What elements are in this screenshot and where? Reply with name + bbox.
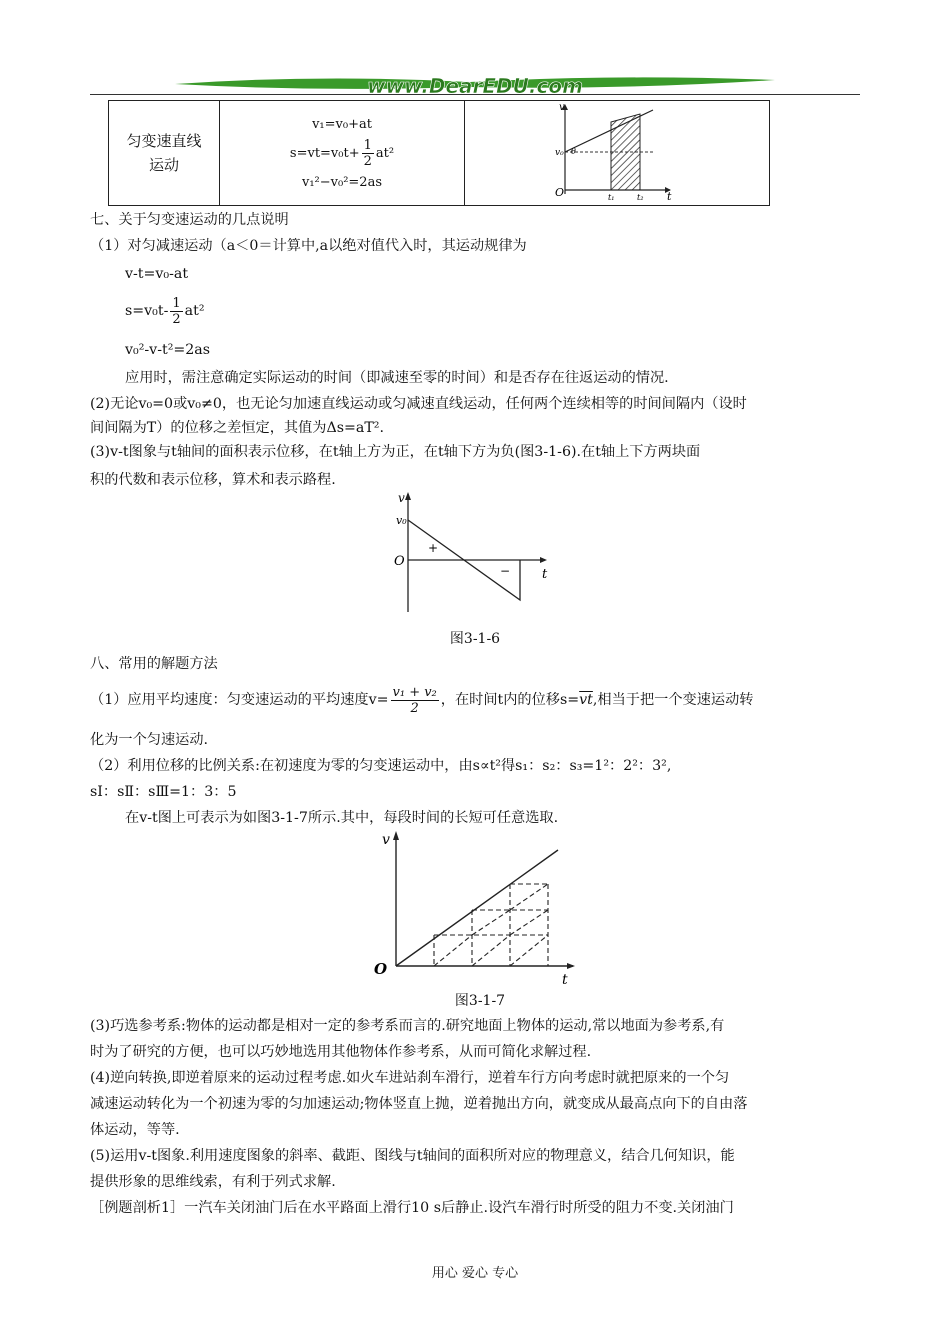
graph-label-theta: θ — [571, 147, 576, 156]
graph-label-v: v — [559, 102, 565, 113]
graph-label-t: t — [667, 190, 672, 203]
section7-p2-l2: 间间隔为T）的位移之差恒定，其值为Δs=aT². — [90, 420, 384, 436]
row-label-line2: 运动 — [148, 156, 179, 174]
formula-displacement-left: s=vt=v₀t+ — [289, 145, 360, 161]
fig6-label-origin: O — [394, 554, 405, 569]
section8-m1-l2: 化为一个匀速运动. — [90, 732, 209, 748]
m1-vt: $\overline{vt}$ — [579, 692, 593, 708]
section7-eq3: v₀²-v-t²=2as — [125, 342, 211, 358]
eq2-left: s=v₀t- — [125, 303, 169, 319]
m1-num: v₁ + v₂ — [392, 684, 437, 700]
figure-3-1-6 — [370, 490, 560, 618]
fig7-caption: 图3-1-7 — [454, 993, 506, 1009]
vt-graph-shaded — [465, 102, 769, 204]
section7-p3-l1: (3)v-t图象与t轴间的面积表示位移，在t轴上方为正，在t轴下方为负(图3-1-6).在t轴上下方两块面 — [90, 444, 701, 460]
fig7-label-origin: O — [374, 960, 388, 978]
header-rule — [90, 94, 860, 95]
fig6-label-minus: − — [500, 564, 511, 578]
row-label-line1: 匀变速直线 — [126, 132, 202, 150]
formula-displacement — [220, 138, 464, 169]
fraction-den: 2 — [363, 153, 372, 169]
shaded-area — [611, 114, 640, 190]
section8-m4-l2: 减速运动转化为一个初速为零的匀加速运动;物体竖直上抛，逆着抛出方向，就变成从最高点向下的自由落 — [90, 1096, 748, 1112]
figure-3-1-7 — [368, 828, 588, 988]
m1-text-b: ，在时间t内的位移s= — [440, 692, 580, 708]
graph-label-v0: v₀ — [555, 148, 564, 158]
section8-m3-l1: (3)巧选参考系:物体的运动都是相对一定的参考系而言的.研究地面上物体的运动,常以地面为参考系,有 — [90, 1018, 725, 1034]
section8-m2-l1: （2）利用位移的比例关系:在初速度为零的匀变速运动中，由s∝t²得s₁：s₂：s₃=1²：2²：3², — [90, 758, 672, 774]
fraction — [362, 138, 374, 169]
fig6-label-v: v — [398, 491, 405, 505]
section8-title: 八、常用的解题方法 — [90, 656, 218, 672]
graph-label-origin: O — [555, 186, 565, 199]
section7-title: 七、关于匀变速运动的几点说明 — [90, 212, 289, 228]
formula-velocity: v₁=v₀+at — [312, 116, 372, 132]
eq2-den: 2 — [172, 311, 181, 327]
fig6-label-plus: + — [428, 541, 439, 555]
graph-label-t1: t₁ — [608, 193, 615, 202]
m1-text-a: （1）应用平均速度：匀变速运动的平均速度v= — [90, 692, 389, 708]
formula-velocity-squared: v₁²−v₀²=2as — [301, 174, 382, 190]
page-footer: 用心 爱心 专心 — [431, 1266, 519, 1281]
formula-table — [108, 100, 770, 206]
section7-eq2 — [125, 292, 205, 330]
fig7-velocity-line — [396, 850, 558, 966]
eq2-right: at² — [184, 303, 205, 319]
section7-p3-l2: 积的代数和表示位移，算术和表示路程. — [90, 472, 336, 488]
header-logo — [170, 70, 780, 102]
section8-m4-l3: 体运动，等等. — [90, 1122, 180, 1138]
section8-m5-l2: 提供形象的思维线索，有利于列式求解. — [90, 1174, 336, 1190]
m1-fraction — [391, 685, 439, 716]
eq2-num: 1 — [172, 295, 181, 311]
row-label — [109, 101, 220, 206]
section8-m2-l3: 在v-t图上可表示为如图3-1-7所示.其中，每段时间的长短可任意选取. — [125, 810, 559, 826]
section8-m2-l2: sⅠ：sⅡ：sⅢ=1：3：5 — [90, 784, 237, 800]
graph-label-t2: t₂ — [637, 193, 644, 202]
eq2-fraction — [170, 296, 182, 327]
section8-m4-l1: (4)逆向转换,即逆着原来的运动过程考虑.如火车进站刹车滑行，逆着车行方向考虑时就把原来的一个匀 — [90, 1070, 730, 1086]
section8-m3-l2: 时为了研究的方便，也可以巧妙地选用其他物体作参考系，从而可简化求解过程. — [90, 1044, 592, 1060]
fig7-label-t: t — [562, 972, 568, 988]
fig7-label-v: v — [382, 832, 390, 848]
formula-cell — [220, 101, 465, 206]
example-1: ［例题剖析1］一汽车关闭油门后在水平路面上滑行10 s后静止.设汽车滑行时所受的阻力不变.关闭油门 — [90, 1200, 734, 1216]
fig6-label-v0: v₀ — [396, 514, 407, 527]
m1-den: 2 — [410, 700, 419, 716]
formula-displacement-right: at² — [375, 145, 395, 161]
fig7-dashed-grid — [434, 884, 548, 966]
section7-p1: （1）对匀减速运动（a＜0＝计算中,a以绝对值代入时，其运动规律为 — [90, 238, 527, 254]
section8-m1 — [90, 680, 753, 720]
section7-p2-l1: (2)无论v₀=0或v₀≠0，也无论匀加速直线运动或匀减速直线运动，任何两个连续相等的时间间隔内（设时 — [90, 396, 747, 412]
m1-text-c: ,相当于把一个变速运动转 — [592, 692, 754, 708]
section7-eq1: v-t=v₀-at — [125, 266, 189, 282]
fig6-label-t: t — [542, 567, 548, 582]
graph-cell — [465, 101, 770, 206]
section8-m5-l1: (5)运用v-t图象.利用速度图象的斜率、截距、图线与t轴间的面积所对应的物理意义，结合几何知识，能 — [90, 1148, 735, 1164]
fraction-num: 1 — [363, 137, 372, 153]
site-name: www.DearEDU.com — [367, 74, 583, 98]
section7-note: 应用时，需注意确定实际运动的时间（即减速至零的时间）和是否存在往返运动的情况. — [125, 370, 669, 386]
fig6-caption: 图3-1-6 — [449, 631, 501, 647]
